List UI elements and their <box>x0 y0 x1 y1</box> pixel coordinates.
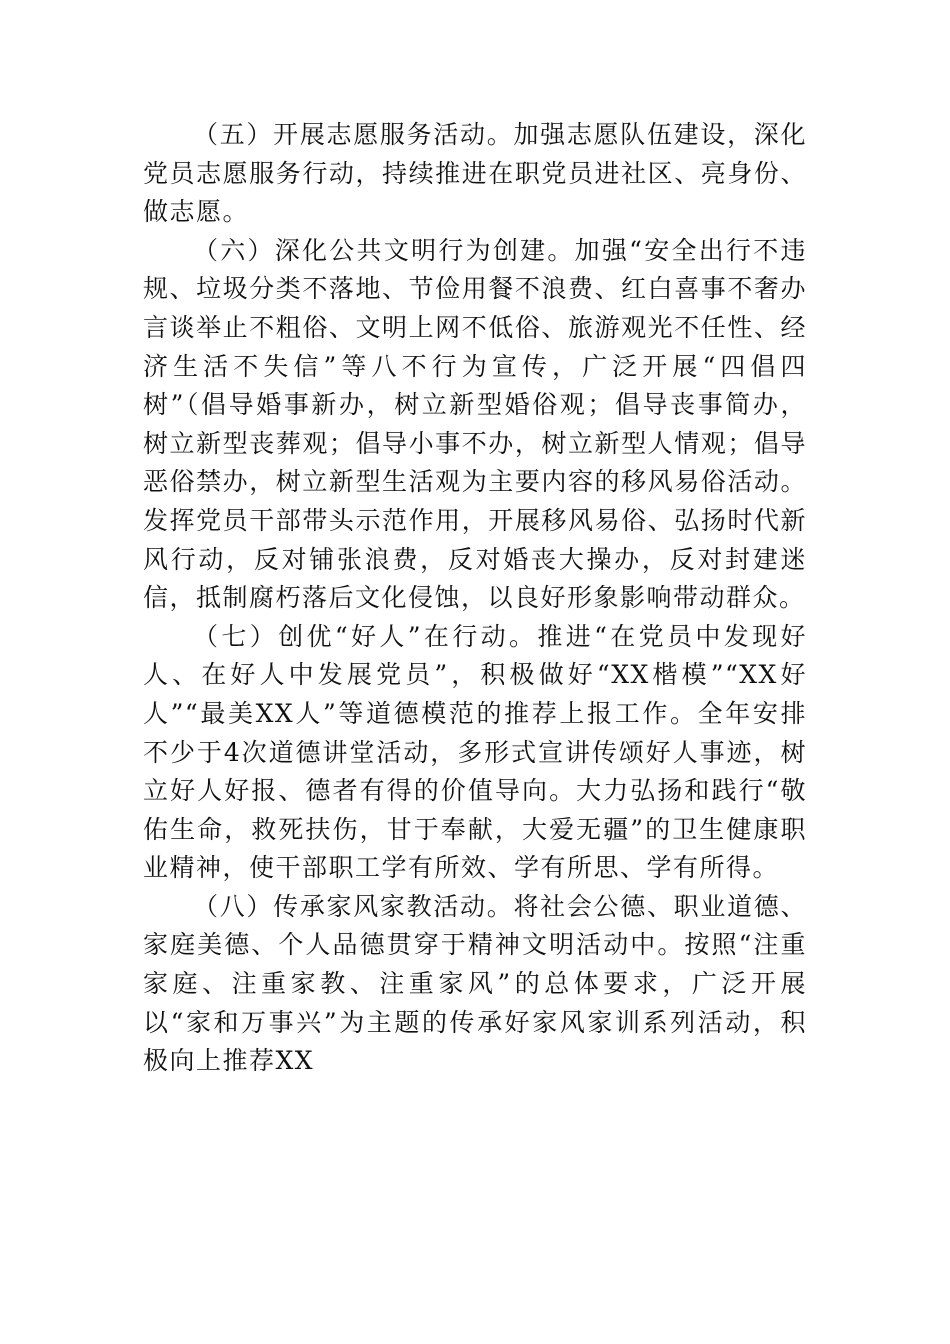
paragraph-family-tradition: （八）传承家风家教活动。将社会公德、职业道德、家庭美德、个人品德贯穿于精神文明活动中。按照“注重家庭、注重家教、注重家风”的总体要求，广泛开展以“家和万事兴”为主题的传承好家风家训系列活动，积极向上推荐XX <box>143 891 807 1076</box>
document-body <box>143 116 807 1081</box>
paragraph-public-civility: （六）深化公共文明行为创建。加强“安全出行不违规、垃圾分类不落地、节俭用餐不浪费、红白喜事不奢办言谈举止不粗俗、文明上网不低俗、旅游观光不任性、经济生活不失信”等八不行为宣传，广泛开展“四倡四树”（倡导婚事新办，树立新型婚俗观；倡导丧事简办，树立新型丧葬观；倡导小事不办，树立新型人情观；倡导恶俗禁办，树立新型生活观为主要内容的移风易俗活动。发挥党员干部带头示范作用，开展移风易俗、弘扬时代新风行动，反对铺张浪费，反对婚丧大操办，反对封建迷信，抵制腐朽落后文化侵蚀，以良好形象影响带动群众。 <box>143 235 807 613</box>
paragraph-good-people: （七）创优“好人”在行动。推进“在党员中发现好人、在好人中发展党员”，积极做好“XX楷模”“XX好人”“最美XX人”等道德模范的推荐上报工作。全年安排不少于4次道德讲堂活动，多形式宣讲传颂好人事迹，树立好人好报、德者有得的价值导向。大力弘扬和践行“敬佑生命，救死扶伤，甘于奉献，大爱无疆”的卫生健康职业精神，使干部职工学有所效、学有所思、学有所得。 <box>143 621 807 883</box>
paragraph-volunteer-service: （五）开展志愿服务活动。加强志愿队伍建设，深化党员志愿服务行动，持续推进在职党员进社区、亮身份、做志愿。 <box>143 120 807 227</box>
